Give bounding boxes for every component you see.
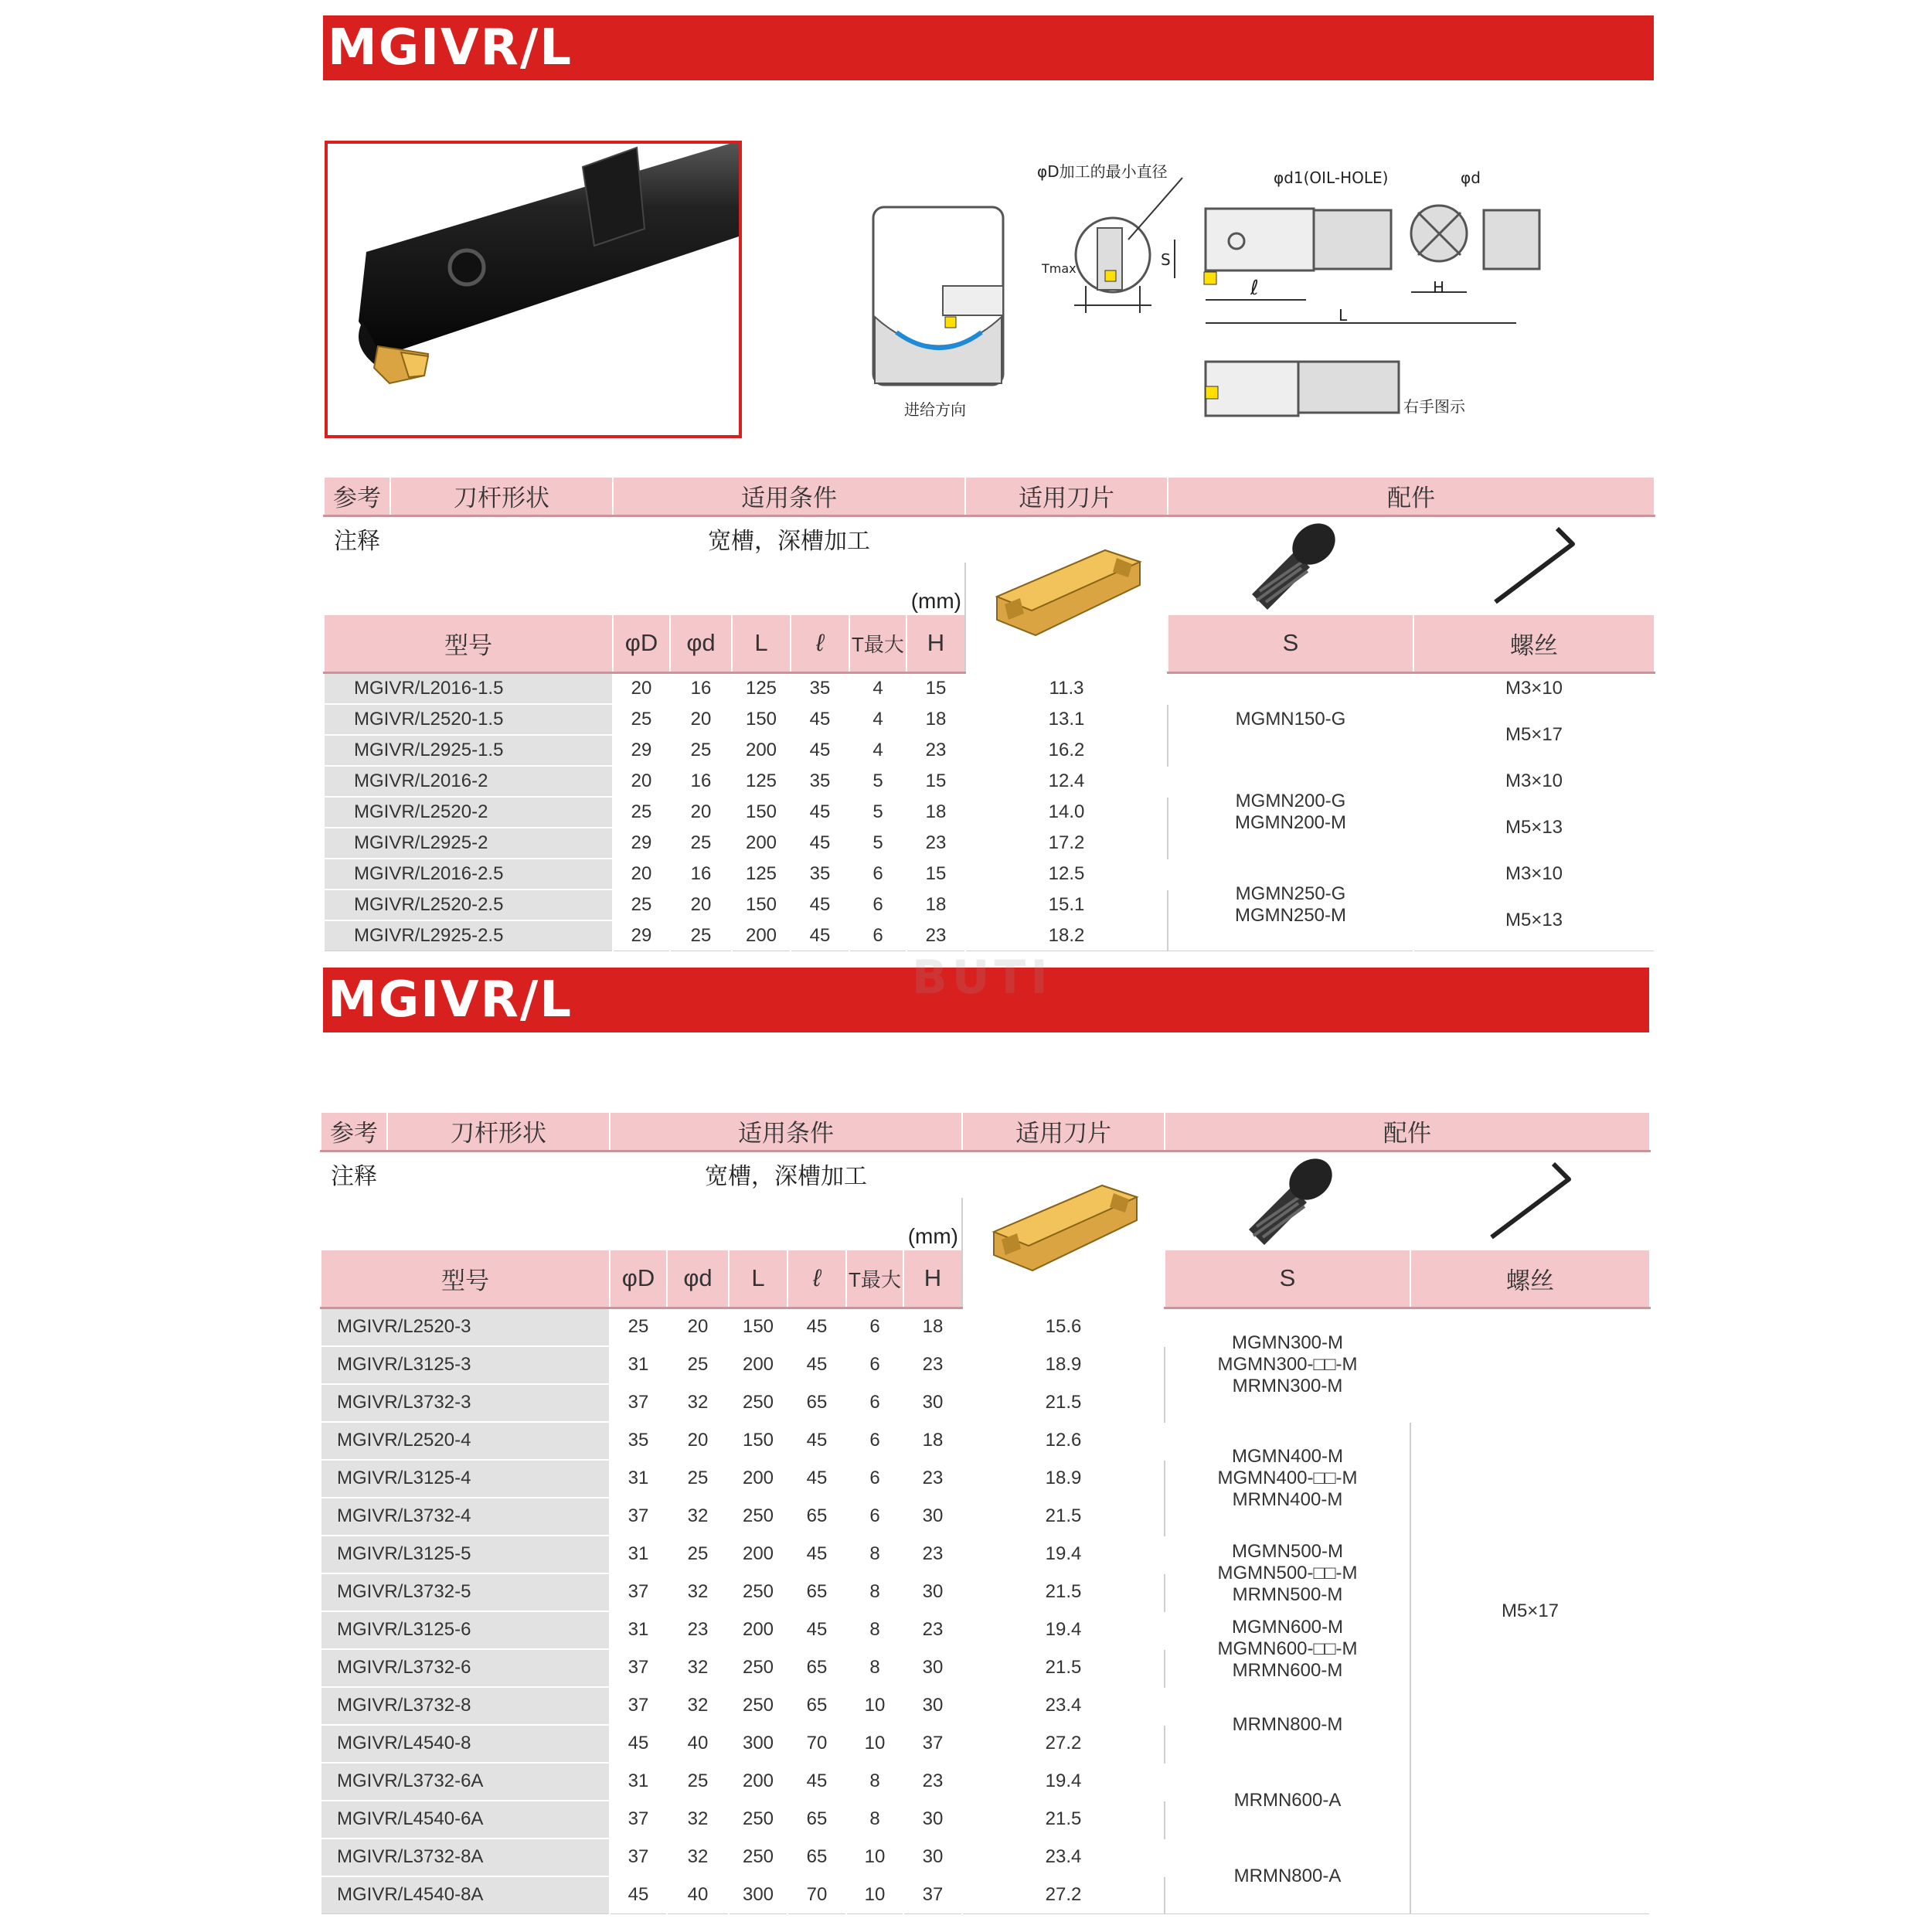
value-cell: 18 — [903, 1308, 962, 1346]
value-cell: 4 — [849, 735, 906, 766]
value-cell: 8 — [846, 1763, 903, 1801]
value-cell: 200 — [732, 735, 791, 766]
insert-cell: MGMN150-G — [1168, 673, 1413, 766]
value-cell: 40 — [667, 1876, 729, 1914]
col-phi-D: φD — [613, 614, 670, 673]
value-cell: 23 — [903, 1460, 962, 1498]
value-cell: 65 — [787, 1573, 846, 1611]
value-cell: 150 — [732, 889, 791, 920]
value-cell: 45 — [791, 797, 849, 828]
application-text-b: 宽槽，深槽加工 — [610, 1151, 962, 1197]
value-cell: 20 — [670, 704, 732, 735]
col-phi-d-b: φd — [667, 1250, 729, 1308]
header-shape-b: 刀杆形状 — [387, 1112, 610, 1151]
value-cell: 40 — [667, 1725, 729, 1763]
value-cell: 29 — [613, 735, 670, 766]
value-cell: 23 — [906, 735, 965, 766]
value-cell: 31 — [610, 1763, 667, 1801]
value-cell: 125 — [732, 859, 791, 889]
col-ell: ℓ — [791, 614, 849, 673]
wrench-icon-b — [1476, 1152, 1584, 1245]
value-cell: 25 — [613, 704, 670, 735]
value-cell: 11.3 — [965, 673, 1168, 704]
model-cell: MGIVR/L3125-3 — [321, 1346, 610, 1384]
note-label: 注释 — [324, 515, 390, 562]
value-cell: 45 — [787, 1763, 846, 1801]
value-cell: 45 — [787, 1346, 846, 1384]
header-ref: 参考 — [324, 477, 390, 515]
screw-cell: M3×10 — [1413, 766, 1655, 797]
note-shape-cell-b — [387, 1151, 610, 1197]
value-cell: 19.4 — [962, 1611, 1165, 1649]
value-cell: 37 — [610, 1687, 667, 1725]
header-accessories: 配件 — [1168, 477, 1655, 515]
value-cell: 12.6 — [962, 1422, 1165, 1460]
value-cell: 25 — [667, 1536, 729, 1573]
model-cell: MGIVR/L3732-8A — [321, 1838, 610, 1876]
value-cell: 200 — [729, 1611, 787, 1649]
table-row — [324, 704, 1655, 735]
value-cell: 45 — [610, 1876, 667, 1914]
table-row — [324, 797, 1655, 828]
value-cell: 20 — [613, 766, 670, 797]
value-cell: 18 — [906, 797, 965, 828]
value-cell: 250 — [729, 1649, 787, 1687]
value-cell: 10 — [846, 1687, 903, 1725]
value-cell: 14.0 — [965, 797, 1168, 828]
model-cell: MGIVR/L2016-2 — [324, 766, 613, 797]
model-cell: MGIVR/L3732-8 — [321, 1687, 610, 1725]
label-feed: 进给方向 — [904, 400, 966, 419]
model-cell: MGIVR/L3125-4 — [321, 1460, 610, 1498]
value-cell: 125 — [732, 673, 791, 704]
value-cell: 45 — [791, 704, 849, 735]
value-cell: 45 — [787, 1308, 846, 1346]
value-cell: 45 — [787, 1611, 846, 1649]
value-cell: 8 — [846, 1649, 903, 1687]
value-cell: 30 — [903, 1838, 962, 1876]
value-cell: 65 — [787, 1687, 846, 1725]
header-conditions: 适用条件 — [613, 477, 965, 515]
value-cell: 8 — [846, 1611, 903, 1649]
col-screw: 螺丝 — [1413, 614, 1655, 673]
value-cell: 32 — [667, 1649, 729, 1687]
model-cell: MGIVR/L2520-4 — [321, 1422, 610, 1460]
value-cell: 250 — [729, 1838, 787, 1876]
value-cell: 32 — [667, 1801, 729, 1838]
value-cell: 6 — [849, 889, 906, 920]
insert-icon-b — [986, 1178, 1141, 1278]
value-cell: 300 — [729, 1876, 787, 1914]
model-cell: MGIVR/L2016-1.5 — [324, 673, 613, 704]
header-inserts-b: 适用刀片 — [962, 1112, 1165, 1151]
value-cell: 32 — [667, 1838, 729, 1876]
value-cell: 200 — [732, 920, 791, 951]
header-shape: 刀杆形状 — [390, 477, 613, 515]
value-cell: 10 — [846, 1725, 903, 1763]
value-cell: 25 — [613, 889, 670, 920]
table-row — [324, 859, 1655, 889]
value-cell: 150 — [729, 1308, 787, 1346]
value-cell: 45 — [791, 889, 849, 920]
value-cell: 18 — [903, 1422, 962, 1460]
value-cell: 30 — [903, 1687, 962, 1725]
value-cell: 6 — [846, 1422, 903, 1460]
model-cell: MGIVR/L2520-2.5 — [324, 889, 613, 920]
value-cell: 31 — [610, 1346, 667, 1384]
col-tmax: T最大 — [849, 614, 906, 673]
model-cell: MGIVR/L2016-2.5 — [324, 859, 613, 889]
value-cell: 25 — [670, 920, 732, 951]
label-h: H — [1433, 278, 1445, 297]
value-cell: 16 — [670, 766, 732, 797]
value-cell: 6 — [849, 859, 906, 889]
screw-cell: M3×10 — [1413, 859, 1655, 889]
value-cell: 30 — [903, 1498, 962, 1536]
screw-image-cell — [1168, 515, 1413, 614]
note-label-b: 注释 — [321, 1151, 387, 1197]
insert-icon — [989, 543, 1144, 643]
value-cell: 20 — [670, 797, 732, 828]
value-cell: 37 — [610, 1498, 667, 1536]
value-cell: 200 — [729, 1346, 787, 1384]
value-cell: 35 — [791, 859, 849, 889]
value-cell: 4 — [849, 673, 906, 704]
model-cell: MGIVR/L2520-2 — [324, 797, 613, 828]
model-cell: MGIVR/L3125-5 — [321, 1536, 610, 1573]
value-cell: 250 — [729, 1498, 787, 1536]
value-cell: 37 — [610, 1573, 667, 1611]
value-cell: 6 — [846, 1460, 903, 1498]
value-cell: 18.9 — [962, 1346, 1165, 1384]
table-row — [321, 1308, 1650, 1346]
label-ell: ℓ — [1250, 277, 1259, 300]
technical-drawing — [866, 155, 1546, 433]
value-cell: 6 — [846, 1384, 903, 1422]
value-cell: 18 — [906, 704, 965, 735]
insert-cell: MGMN500-M MGMN500-□□-M MRMN500-M — [1165, 1536, 1410, 1611]
table-row — [324, 766, 1655, 797]
value-cell: 37 — [610, 1801, 667, 1838]
value-cell: 250 — [729, 1573, 787, 1611]
model-cell: MGIVR/L2520-3 — [321, 1308, 610, 1346]
value-cell: 32 — [667, 1687, 729, 1725]
value-cell: 23 — [667, 1611, 729, 1649]
value-cell: 30 — [903, 1384, 962, 1422]
value-cell: 25 — [670, 735, 732, 766]
value-cell: 125 — [732, 766, 791, 797]
insert-cell: MGMN600-M MGMN600-□□-M MRMN600-M — [1165, 1611, 1410, 1687]
model-cell: MGIVR/L4540-8 — [321, 1725, 610, 1763]
value-cell: 29 — [613, 828, 670, 859]
value-cell: 65 — [787, 1838, 846, 1876]
value-cell: 35 — [610, 1422, 667, 1460]
value-cell: 29 — [613, 920, 670, 951]
value-cell: 37 — [903, 1725, 962, 1763]
header-accessories-b: 配件 — [1165, 1112, 1650, 1151]
value-cell: 70 — [787, 1876, 846, 1914]
model-cell: MGIVR/L3125-6 — [321, 1611, 610, 1649]
label-min-dia: φD加工的最小直径 — [1037, 162, 1168, 181]
value-cell: 300 — [729, 1725, 787, 1763]
value-cell: 21.5 — [962, 1573, 1165, 1611]
value-cell: 250 — [729, 1801, 787, 1838]
value-cell: 21.5 — [962, 1498, 1165, 1536]
value-cell: 45 — [787, 1422, 846, 1460]
value-cell: 32 — [667, 1384, 729, 1422]
value-cell: 23 — [906, 828, 965, 859]
value-cell: 37 — [610, 1649, 667, 1687]
section-title-bottom: MGIVR/L — [323, 968, 1649, 1032]
model-cell: MGIVR/L3732-3 — [321, 1384, 610, 1422]
value-cell: 23 — [903, 1346, 962, 1384]
model-cell: MGIVR/L3732-5 — [321, 1573, 610, 1611]
insert-cell: MGMN200-G MGMN200-M — [1168, 766, 1413, 859]
header-ref-b: 参考 — [321, 1112, 387, 1151]
col-model-b: 型号 — [321, 1250, 610, 1308]
value-cell: 25 — [667, 1763, 729, 1801]
value-cell: 23 — [903, 1536, 962, 1573]
model-cell: MGIVR/L4540-8A — [321, 1876, 610, 1914]
value-cell: 18.9 — [962, 1460, 1165, 1498]
table-row — [324, 889, 1655, 920]
value-cell: 18.2 — [965, 920, 1168, 951]
value-cell: 65 — [787, 1801, 846, 1838]
value-cell: 27.2 — [962, 1876, 1165, 1914]
table-row — [324, 673, 1655, 704]
value-cell: 250 — [729, 1687, 787, 1725]
insert-cell: MGMN400-M MGMN400-□□-M MRMN400-M — [1165, 1422, 1410, 1536]
value-cell: 70 — [787, 1725, 846, 1763]
col-phi-D-b: φD — [610, 1250, 667, 1308]
model-cell: MGIVR/L3732-6 — [321, 1649, 610, 1687]
value-cell: 6 — [846, 1498, 903, 1536]
value-cell: 65 — [787, 1649, 846, 1687]
value-cell: 8 — [846, 1536, 903, 1573]
header-inserts: 适用刀片 — [965, 477, 1168, 515]
value-cell: 16 — [670, 859, 732, 889]
col-tmax-b: T最大 — [846, 1250, 903, 1308]
value-cell: 25 — [667, 1346, 729, 1384]
value-cell: 45 — [791, 735, 849, 766]
value-cell: 23 — [903, 1763, 962, 1801]
value-cell: 30 — [903, 1801, 962, 1838]
wrench-image-cell-b — [1410, 1151, 1650, 1250]
col-screw-b: 螺丝 — [1410, 1250, 1650, 1308]
spec-table-bottom — [320, 1111, 1651, 1914]
label-s: S — [1161, 250, 1171, 269]
col-L-b: L — [729, 1250, 787, 1308]
value-cell: 5 — [849, 828, 906, 859]
label-phi-d: φd — [1461, 168, 1481, 187]
value-cell: 25 — [610, 1308, 667, 1346]
value-cell: 150 — [732, 797, 791, 828]
label-right-hand: 右手图示 — [1403, 397, 1465, 416]
insert-cell: MRMN800-A — [1165, 1838, 1410, 1914]
value-cell: 37 — [610, 1838, 667, 1876]
value-cell: 200 — [729, 1763, 787, 1801]
unit-label: (mm) — [324, 562, 965, 614]
value-cell: 10 — [846, 1876, 903, 1914]
value-cell: 16 — [670, 673, 732, 704]
value-cell: 20 — [670, 889, 732, 920]
watermark: BUTI — [912, 951, 1053, 1005]
value-cell: 37 — [610, 1384, 667, 1422]
value-cell: 8 — [846, 1573, 903, 1611]
value-cell: 19.4 — [962, 1763, 1165, 1801]
model-cell: MGIVR/L2520-1.5 — [324, 704, 613, 735]
screw-cell: M5×17 — [1413, 704, 1655, 766]
value-cell: 25 — [667, 1460, 729, 1498]
value-cell: 45 — [787, 1536, 846, 1573]
value-cell: 23.4 — [962, 1687, 1165, 1725]
col-L: L — [732, 614, 791, 673]
value-cell: 6 — [846, 1346, 903, 1384]
value-cell: 23.4 — [962, 1838, 1165, 1876]
value-cell: 32 — [667, 1498, 729, 1536]
boring-bar-image — [328, 144, 739, 435]
value-cell: 31 — [610, 1536, 667, 1573]
label-oil-hole: φd1(OIL-HOLE) — [1274, 168, 1389, 187]
value-cell: 16.2 — [965, 735, 1168, 766]
application-text: 宽槽，深槽加工 — [613, 515, 965, 562]
spec-table-top — [323, 476, 1655, 951]
model-cell: MGIVR/L2925-2.5 — [324, 920, 613, 951]
value-cell: 4 — [849, 704, 906, 735]
col-ell-b: ℓ — [787, 1250, 846, 1308]
value-cell: 19.4 — [962, 1536, 1165, 1573]
insert-image-cell-b — [962, 1151, 1165, 1308]
value-cell: 6 — [846, 1308, 903, 1346]
value-cell: 65 — [787, 1384, 846, 1422]
value-cell: 6 — [849, 920, 906, 951]
value-cell: 25 — [613, 797, 670, 828]
model-cell: MGIVR/L2925-2 — [324, 828, 613, 859]
value-cell: 15 — [906, 766, 965, 797]
value-cell: 5 — [849, 766, 906, 797]
value-cell: 20 — [667, 1308, 729, 1346]
screw-cell: M5×13 — [1413, 797, 1655, 859]
unit-label-b: (mm) — [321, 1197, 962, 1250]
value-cell: 20 — [613, 673, 670, 704]
value-cell: 200 — [729, 1536, 787, 1573]
section-title-top: MGIVR/L — [323, 15, 1654, 80]
model-cell: MGIVR/L3732-4 — [321, 1498, 610, 1536]
screw-cell: M3×10 — [1413, 673, 1655, 704]
value-cell: 30 — [903, 1573, 962, 1611]
model-cell: MGIVR/L2925-1.5 — [324, 735, 613, 766]
value-cell: 30 — [903, 1649, 962, 1687]
note-shape-cell — [390, 515, 613, 562]
value-cell: 13.1 — [965, 704, 1168, 735]
value-cell: 23 — [903, 1611, 962, 1649]
value-cell: 45 — [787, 1460, 846, 1498]
value-cell: 17.2 — [965, 828, 1168, 859]
value-cell: 45 — [791, 828, 849, 859]
value-cell: 150 — [729, 1422, 787, 1460]
value-cell: 15 — [906, 673, 965, 704]
screw-icon — [1236, 517, 1345, 610]
col-H-b: H — [903, 1250, 962, 1308]
value-cell: 23 — [906, 920, 965, 951]
insert-cell: MRMN800-M — [1165, 1687, 1410, 1763]
value-cell: 35 — [791, 766, 849, 797]
label-tmax: Tmax — [1042, 261, 1077, 276]
value-cell: 18 — [906, 889, 965, 920]
value-cell: 10 — [846, 1838, 903, 1876]
value-cell: 21.5 — [962, 1649, 1165, 1687]
value-cell: 12.5 — [965, 859, 1168, 889]
screw-cell: M5×13 — [1413, 889, 1655, 951]
value-cell: 12.4 — [965, 766, 1168, 797]
value-cell: 21.5 — [962, 1384, 1165, 1422]
screw-image-cell-b — [1165, 1151, 1410, 1250]
screw-icon-b — [1233, 1152, 1342, 1245]
header-conditions-b: 适用条件 — [610, 1112, 962, 1151]
col-S-b: S — [1165, 1250, 1410, 1308]
col-model: 型号 — [324, 614, 613, 673]
value-cell: 15 — [906, 859, 965, 889]
value-cell: 32 — [667, 1573, 729, 1611]
value-cell: 31 — [610, 1460, 667, 1498]
value-cell: 45 — [610, 1725, 667, 1763]
product-photo-top — [325, 141, 742, 438]
value-cell: 35 — [791, 673, 849, 704]
insert-image-cell — [965, 515, 1168, 673]
value-cell: 65 — [787, 1498, 846, 1536]
value-cell: 15.6 — [962, 1308, 1165, 1346]
value-cell: 8 — [846, 1801, 903, 1838]
value-cell: 20 — [613, 859, 670, 889]
label-l: L — [1338, 306, 1348, 325]
insert-cell: MGMN300-M MGMN300-□□-M MRMN300-M — [1165, 1308, 1410, 1422]
insert-cell: MGMN250-G MGMN250-M — [1168, 859, 1413, 951]
value-cell: 200 — [732, 828, 791, 859]
model-cell: MGIVR/L3732-6A — [321, 1763, 610, 1801]
value-cell: 15.1 — [965, 889, 1168, 920]
value-cell: 20 — [667, 1422, 729, 1460]
col-H: H — [906, 614, 965, 673]
value-cell: 31 — [610, 1611, 667, 1649]
value-cell: 250 — [729, 1384, 787, 1422]
value-cell: 150 — [732, 704, 791, 735]
value-cell: 45 — [791, 920, 849, 951]
value-cell: 21.5 — [962, 1801, 1165, 1838]
value-cell: 5 — [849, 797, 906, 828]
col-phi-d: φd — [670, 614, 732, 673]
wrench-image-cell — [1413, 515, 1655, 614]
value-cell: 200 — [729, 1460, 787, 1498]
wrench-icon — [1480, 517, 1588, 610]
value-cell: 37 — [903, 1876, 962, 1914]
model-cell: MGIVR/L4540-6A — [321, 1801, 610, 1838]
col-S: S — [1168, 614, 1413, 673]
screw-cell: M5×17 — [1410, 1308, 1650, 1914]
value-cell: 27.2 — [962, 1725, 1165, 1763]
insert-cell: MRMN600-A — [1165, 1763, 1410, 1838]
value-cell: 25 — [670, 828, 732, 859]
